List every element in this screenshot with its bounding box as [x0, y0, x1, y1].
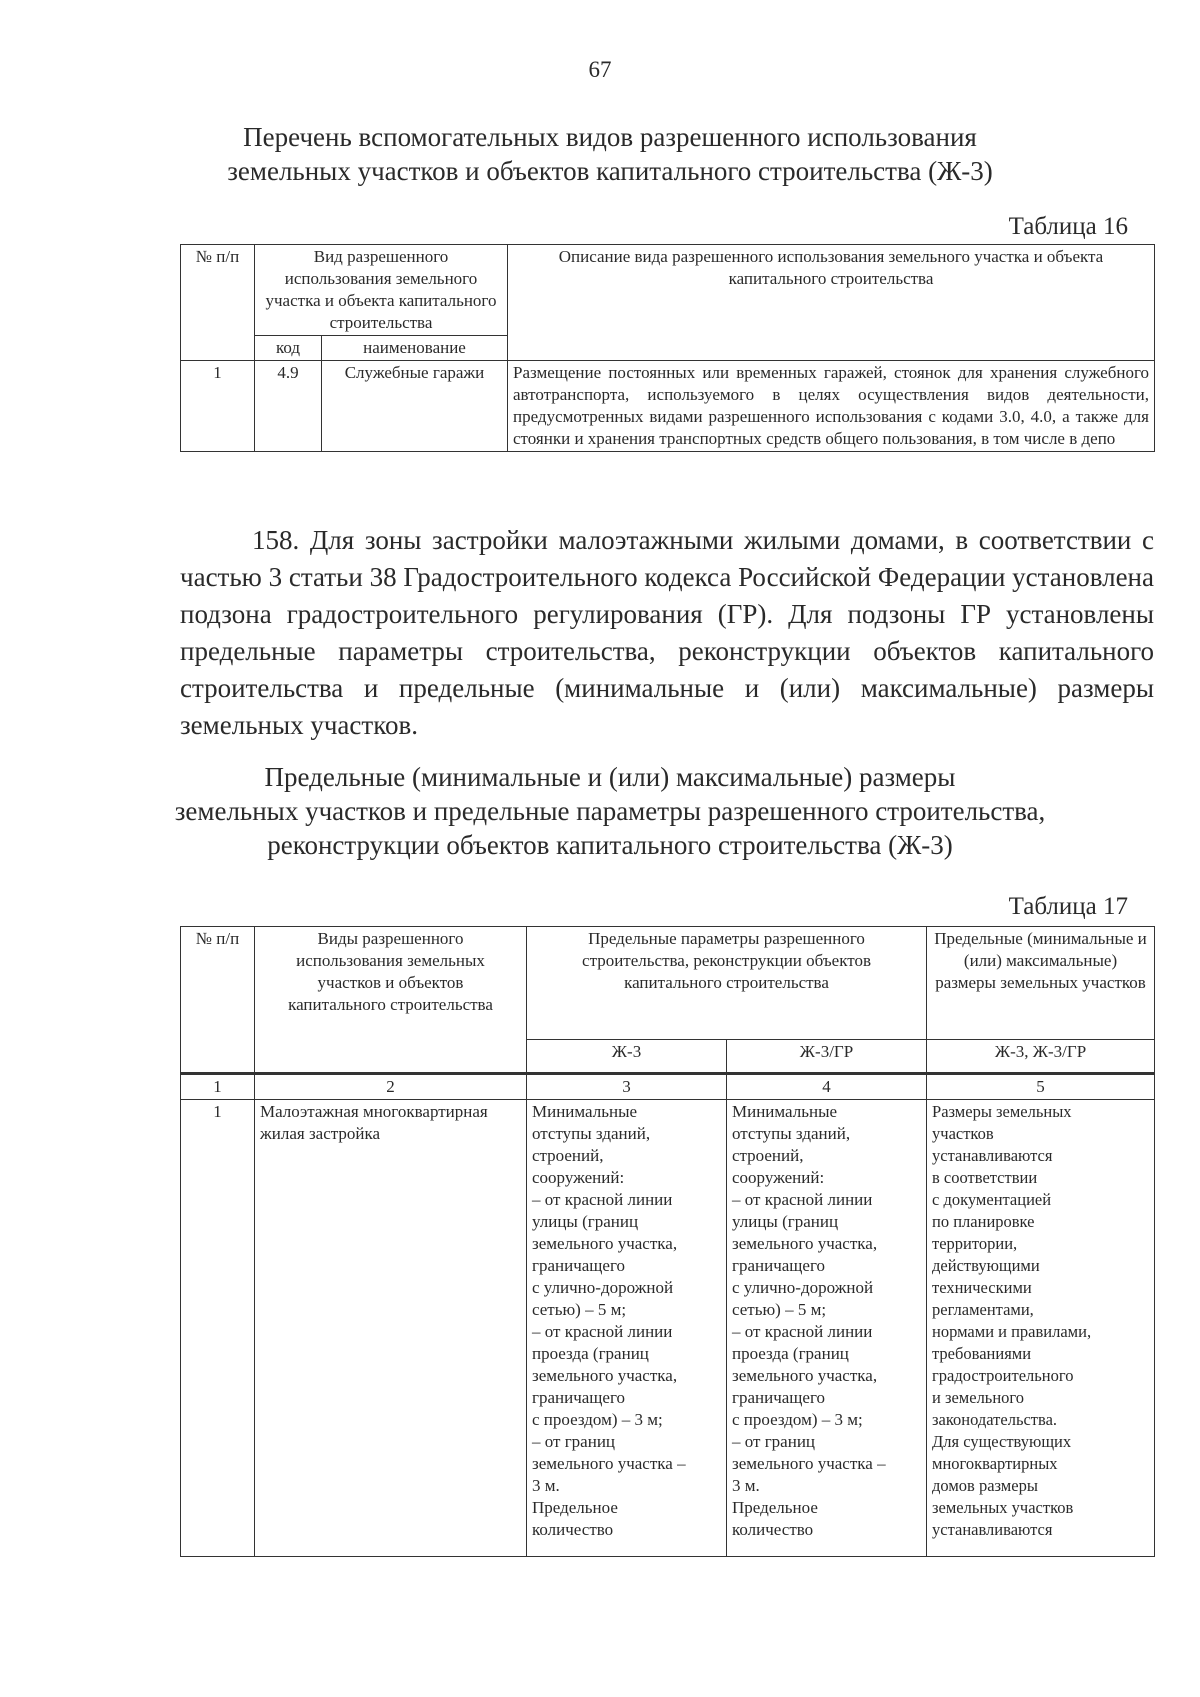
t16-header-kind: Вид разрешенного использования земельного участка и объекта капитального строительства — [255, 245, 508, 336]
t17-row-zh3gr — [727, 1100, 927, 1557]
t17-colnum-3: 3 — [527, 1074, 727, 1100]
cell-line: земельного участка – — [532, 1454, 686, 1473]
cell-line: земельных участков — [932, 1498, 1074, 1517]
t17-row-zh3 — [527, 1100, 727, 1557]
cell-line: территории, — [932, 1234, 1018, 1253]
cell-line: требованиями — [932, 1344, 1032, 1363]
cell-line: в соответствии — [932, 1168, 1038, 1187]
cell-line: – от красной линии — [732, 1190, 873, 1209]
cell-line: – от красной линии — [532, 1322, 673, 1341]
section2-title-line2: земельных участков и предельные параметры разрешенного строительства, — [174, 796, 1046, 826]
column-numbers-row — [181, 1074, 1155, 1100]
t17-header-zh3: Ж-3 — [527, 1040, 727, 1074]
cell-line: устанавливаются — [932, 1520, 1053, 1539]
cell-line: с документацией — [932, 1190, 1052, 1209]
t17-row-num: 1 — [181, 1100, 255, 1557]
cell-line: – от границ — [732, 1432, 816, 1451]
table-row — [181, 361, 1155, 452]
cell-line: Минимальные — [532, 1102, 638, 1121]
cell-line: домов размеры — [932, 1476, 1038, 1495]
t17-colnum-1: 1 — [181, 1074, 255, 1100]
page-number: 67 — [588, 57, 612, 82]
cell-line: земельного участка, — [732, 1234, 878, 1253]
cell-line: улицы (границ — [532, 1212, 639, 1231]
cell-line: проезда (границ — [532, 1344, 649, 1363]
cell-line: регламентами, — [932, 1300, 1034, 1319]
t17-header-sizes: Предельные (минимальные и (или) максимальные) размеры земельных участков — [927, 927, 1155, 1040]
section2-title — [60, 760, 1160, 862]
cell-line: отступы зданий, — [532, 1124, 651, 1143]
cell-line: с проездом) – 3 м; — [732, 1410, 863, 1429]
cell-line: земельного участка, — [532, 1366, 678, 1385]
cell-line: земельного участка, — [532, 1234, 678, 1253]
t16-row-num: 1 — [181, 361, 255, 452]
cell-line: строений, — [732, 1146, 804, 1165]
cell-line: граничащего — [732, 1388, 825, 1407]
section1-title-line1: Перечень вспомогательных видов разрешенного использования — [243, 122, 977, 152]
section2-title-line1: Предельные (минимальные и (или) максимальные) размеры — [264, 762, 956, 792]
t16-header-code: код — [255, 336, 322, 361]
cell-line: отступы зданий, — [732, 1124, 851, 1143]
cell-line: и земельного — [932, 1388, 1025, 1407]
cell-line: строений, — [532, 1146, 604, 1165]
cell-line: участков — [932, 1124, 994, 1143]
t17-row-kind: Малоэтажная многоквартирная жилая застройка — [255, 1100, 527, 1557]
t16-row-description: Размещение постоянных или временных гаражей, стоянок для хранения служебного автотранспорта, используемого в целях осуществления видов деятельности, предусмотренных видами разрешенного использования с кодами 3.0, 4.0, а также для стоянки и хранения транспортных средств общего пользования, в том числе в депо — [508, 361, 1155, 452]
table16-caption: Таблица 16 — [1008, 213, 1128, 240]
cell-line: сооружений: — [732, 1168, 825, 1187]
cell-line: количество — [732, 1520, 814, 1539]
cell-line: – от границ — [532, 1432, 616, 1451]
cell-line: улицы (границ — [732, 1212, 839, 1231]
cell-line: сетью) – 5 м; — [532, 1300, 627, 1319]
cell-line: законодательства. — [932, 1410, 1058, 1429]
cell-line: с улично-дорожной — [732, 1278, 874, 1297]
t16-header-name: наименование — [322, 336, 508, 361]
cell-line: граничащего — [532, 1388, 625, 1407]
t17-colnum-4: 4 — [727, 1074, 927, 1100]
t17-header-num: № п/п — [181, 927, 255, 1074]
t16-row-name: Служебные гаражи — [322, 361, 508, 452]
table16 — [180, 244, 1155, 452]
cell-line: земельного участка, — [732, 1366, 878, 1385]
t16-row-code: 4.9 — [255, 361, 322, 452]
table17-caption: Таблица 17 — [1008, 893, 1128, 920]
cell-line: – от красной линии — [732, 1322, 873, 1341]
section2-title-line3: реконструкции объектов капитального строительства (Ж-3) — [267, 830, 953, 860]
section1-title-line2: земельных участков и объектов капитального строительства (Ж-3) — [227, 156, 993, 186]
t17-row-sizes — [927, 1100, 1155, 1557]
table17 — [180, 926, 1155, 1557]
t16-header-num: № п/п — [181, 245, 255, 361]
cell-line: проезда (границ — [732, 1344, 849, 1363]
cell-line: 3 м. — [532, 1476, 560, 1495]
cell-line: действующими — [932, 1256, 1040, 1275]
cell-line: с проездом) – 3 м; — [532, 1410, 663, 1429]
section1-title — [60, 120, 1160, 188]
cell-line: сетью) – 5 м; — [732, 1300, 827, 1319]
cell-line: нормами и правилами, — [932, 1322, 1092, 1341]
cell-line: Для существующих — [932, 1432, 1072, 1451]
cell-line: – от красной линии — [532, 1190, 673, 1209]
cell-line: градостроительного — [932, 1366, 1074, 1385]
cell-line: сооружений: — [532, 1168, 625, 1187]
cell-line: устанавливаются — [932, 1146, 1053, 1165]
cell-line: 3 м. — [732, 1476, 760, 1495]
t17-header-params: Предельные параметры разрешенного строительства, реконструкции объектов капитального строительства — [527, 927, 927, 1040]
t17-colnum-2: 2 — [255, 1074, 527, 1100]
cell-line: Размеры земельных — [932, 1102, 1072, 1121]
cell-line: Предельное — [732, 1498, 818, 1517]
t17-header-both: Ж-3, Ж-3/ГР — [927, 1040, 1155, 1074]
cell-line: техническими — [932, 1278, 1032, 1297]
cell-line: граничащего — [732, 1256, 825, 1275]
cell-line: Предельное — [532, 1498, 618, 1517]
t16-header-description: Описание вида разрешенного использования земельного участка и объекта капитального строительства — [508, 245, 1155, 361]
t17-colnum-5: 5 — [927, 1074, 1155, 1100]
cell-line: граничащего — [532, 1256, 625, 1275]
cell-line: многоквартирных — [932, 1454, 1058, 1473]
cell-line: с улично-дорожной — [532, 1278, 674, 1297]
cell-line: земельного участка – — [732, 1454, 886, 1473]
t17-header-zh3gr: Ж-3/ГР — [727, 1040, 927, 1074]
cell-line: количество — [532, 1520, 614, 1539]
t17-header-kind: Виды разрешенного использования земельных участков и объектов капитального строительства — [255, 927, 527, 1074]
cell-line: по планировке — [932, 1212, 1035, 1231]
cell-line: Минимальные — [732, 1102, 838, 1121]
paragraph-158: 158. Для зоны застройки малоэтажными жилыми домами, в соответствии с частью 3 статьи 38 Градостроительного кодекса Российской Федерации установлена подзона градостроительного регулирования (ГР). Для подзоны ГР установлены предельные параметры строительства, реконструкции объектов капитального строительства и предельные (минимальные и (или) максимальные) размеры земельных участков. — [180, 525, 1154, 740]
table-row — [181, 1100, 1155, 1557]
